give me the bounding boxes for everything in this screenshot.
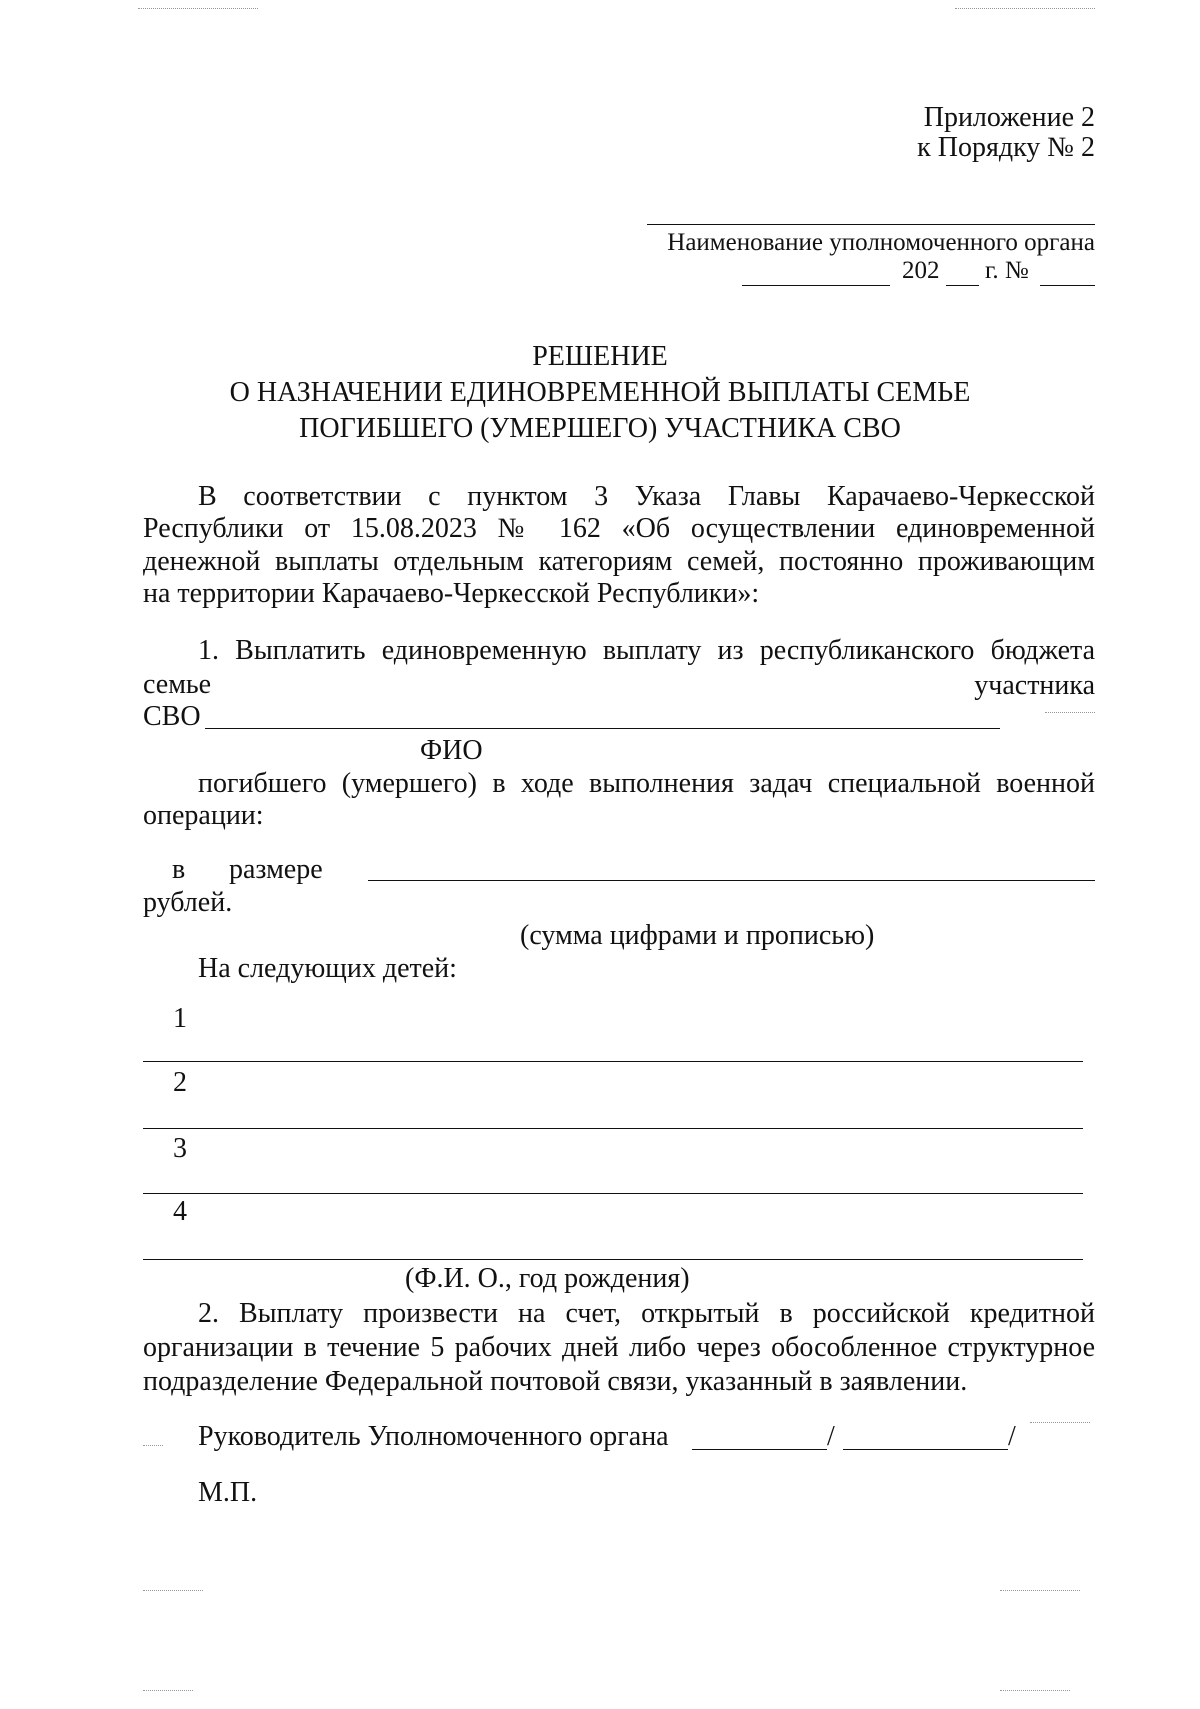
document-title: РЕШЕНИЕ xyxy=(532,341,668,372)
scan-speck xyxy=(143,1445,163,1446)
child-line-3 xyxy=(143,1193,1083,1194)
item1-family-word: семье xyxy=(143,669,212,700)
preamble-line-4: на территории Карачаево-Черкесской Республики»: xyxy=(143,578,760,609)
amount-caption: (сумма цифрами и прописью) xyxy=(520,920,875,951)
amount-line xyxy=(368,880,1095,881)
item2-line-3: подразделение Федеральной почтовой связи, указанный в заявлении. xyxy=(143,1366,968,1397)
year-blank-line xyxy=(946,285,979,286)
stamp-place-label: М.П. xyxy=(198,1477,258,1508)
scan-speck xyxy=(1000,1690,1070,1691)
amount-prefix-v: в xyxy=(172,854,186,885)
number-sign: г. № xyxy=(985,257,1029,284)
item1-line-4: погибшего (умершего) в ходе выполнения задач специальной военной xyxy=(198,768,1095,799)
name-decipher-line xyxy=(843,1449,1008,1450)
child-number-4: 4 xyxy=(173,1196,187,1227)
children-caption: (Ф.И. О., год рождения) xyxy=(405,1263,690,1294)
scan-speck xyxy=(138,8,258,9)
signature-line xyxy=(692,1449,827,1450)
appendix-label: Приложение 2 xyxy=(923,102,1095,133)
child-number-2: 2 xyxy=(173,1067,187,1098)
child-number-3: 3 xyxy=(173,1133,187,1164)
scan-speck xyxy=(955,8,1095,9)
document-title-line2: О НАЗНАЧЕНИИ ЕДИНОВРЕМЕННОЙ ВЫПЛАТЫ СЕМЬЕ xyxy=(229,377,971,408)
date-year: 202 xyxy=(902,257,940,284)
scan-speck xyxy=(143,1590,203,1591)
child-number-1: 1 xyxy=(173,1003,187,1034)
child-line-1 xyxy=(143,1061,1083,1062)
authority-name-caption: Наименование уполномоченного органа xyxy=(667,229,1095,256)
fio-caption: ФИО xyxy=(420,735,483,766)
date-blank-line xyxy=(742,285,890,286)
order-reference: к Порядку № 2 xyxy=(917,132,1095,163)
item2-line-1: 2. Выплату произвести на счет, открытый в российской кредитной xyxy=(198,1298,1095,1329)
signature-label: Руководитель Уполномоченного органа xyxy=(198,1421,669,1452)
signature-slash-2: / xyxy=(1008,1421,1016,1452)
child-line-4 xyxy=(143,1259,1083,1260)
scan-speck xyxy=(1000,1590,1080,1591)
preamble-line-3: денежной выплаты отдельным категориям семей, постоянно проживающим xyxy=(143,546,1095,577)
item2-line-2: организации в течение 5 рабочих дней либо через обособленное структурное xyxy=(143,1332,1095,1363)
scan-speck xyxy=(1045,712,1095,713)
scan-speck xyxy=(143,1690,193,1691)
preamble-line-1: В соответствии с пунктом 3 Указа Главы Карачаево-Черкесской xyxy=(198,481,1095,512)
item1-svo-word: СВО xyxy=(143,701,201,732)
item1-participant-word: участника xyxy=(974,670,1095,701)
preamble-line-2: Республики от 15.08.2023 № 162 «Об осуществлении единовременной xyxy=(143,513,1095,544)
document-title-line3: ПОГИБШЕГО (УМЕРШЕГО) УЧАСТНИКА СВО xyxy=(299,413,901,444)
children-label: На следующих детей: xyxy=(198,953,457,984)
item1-line-1: 1. Выплатить единовременную выплату из республиканского бюджета xyxy=(198,635,1095,666)
authority-name-line xyxy=(647,224,1095,225)
child-line-2 xyxy=(143,1128,1083,1129)
scan-speck xyxy=(1030,1422,1090,1423)
amount-prefix-razmere: размере xyxy=(229,854,323,885)
item1-line-5: операции: xyxy=(143,800,264,831)
number-blank-line xyxy=(1040,285,1095,286)
signature-slash-1: / xyxy=(827,1421,835,1452)
rubles-word: рублей. xyxy=(143,887,233,918)
participant-fio-line xyxy=(205,728,1000,729)
